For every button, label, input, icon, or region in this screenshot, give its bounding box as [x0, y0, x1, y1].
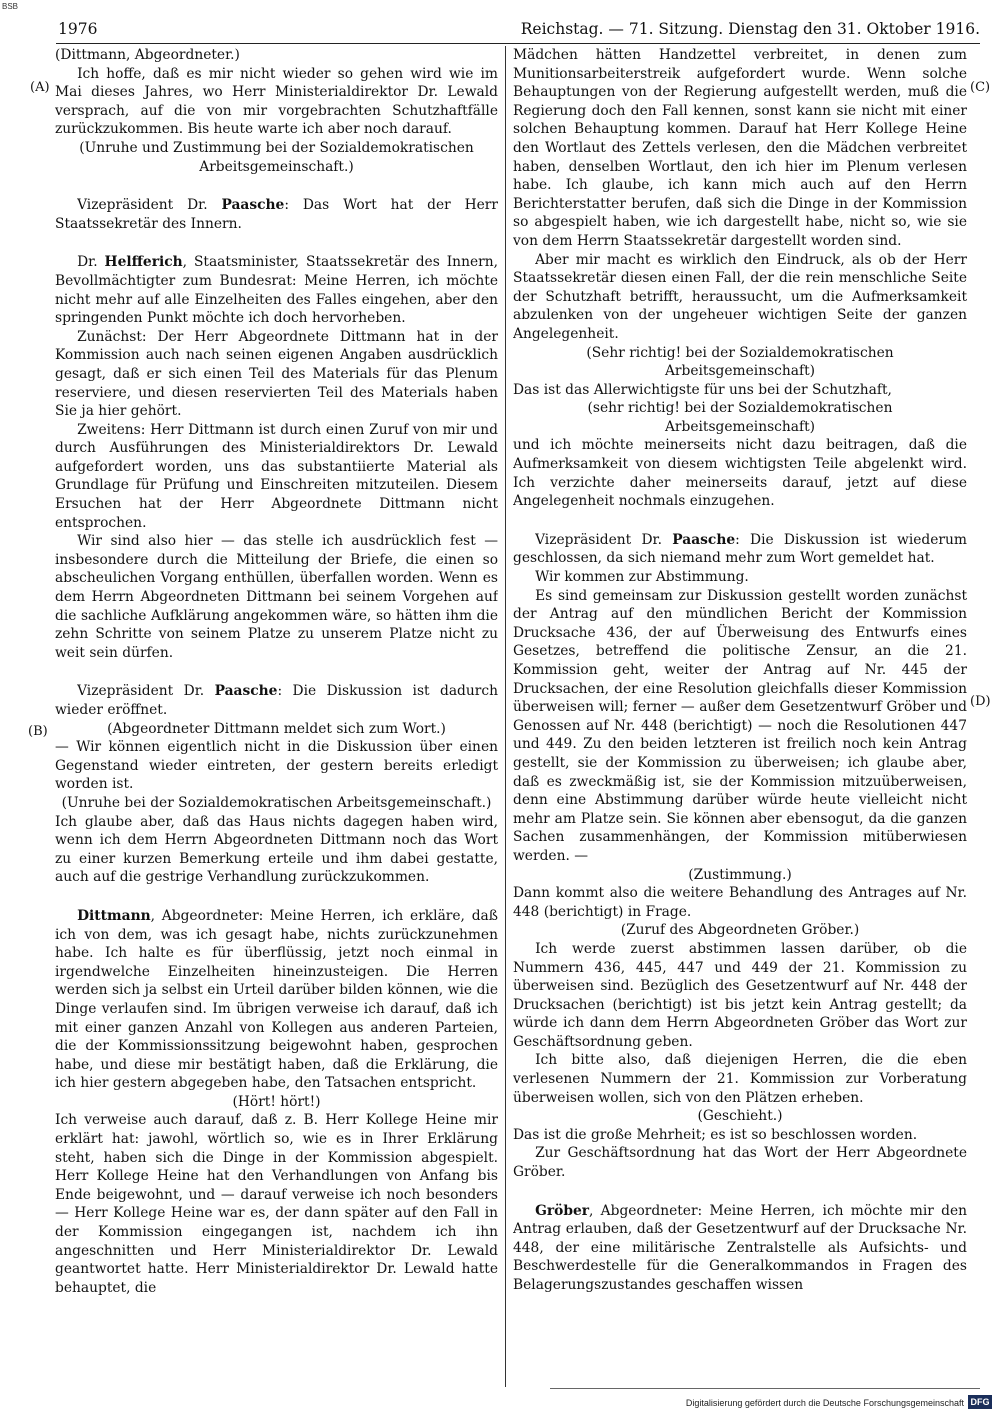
- interjection: (Zustimmung.): [688, 866, 792, 883]
- paragraph: Wir kommen zur Abstimmung.: [535, 569, 749, 586]
- paragraph: Ich hoffe, daß es mir nicht wieder so gehen wird wie im Mai dieses Jahres, wo Herr Ministerialdirektor Dr. Lewald versprach, auf die von mir vorgebrachten Schutzhaftfälle zurückzukommen. Bis heute warte ich aber noch darauf.: [55, 65, 498, 138]
- interjection: (Zuruf des Abgeordneten Gröber.): [620, 922, 860, 939]
- paragraph: Ich werde zuerst abstimmen lassen darüber, ob die Nummern 436, 445, 447 und 449 der 21. Kommission zu überweisen sind. Bezüglich des Gesetzentwurf auf Nr. 448 der Drucksachen (berichtigt) ist bis jetzt kein Antrag gestellt; da würde ich dann dem Herrn Abgeordneten Gröber das Wort zur Geschäftsordnung geben.: [513, 940, 967, 1050]
- page-header: [58, 20, 980, 42]
- paragraph: Aber mir macht es wirklich den Eindruck, als ob der Herr Staatssekretär diesen einen Fall, der die rein menschliche Seite der Schutzhaft betrifft, heraussucht, um die Aufmerksamkeit abzulenken von der ungeheuer wichtigen Seite der ganzen Angelegenheit.: [513, 251, 967, 342]
- paragraph: und ich möchte meinerseits nicht dazu beitragen, daß die Aufmerksamkeit von diesem wichtigsten Teile abgelenkt wird. Ich verzichte daher meinerseits darauf, jetzt auf diese Angelegenheit nochmals einzugehen.: [513, 437, 967, 510]
- column-divider: [505, 46, 506, 1387]
- speech-paragraph: Dittmann, Abgeordneter: Meine Herren, ich erkläre, daß ich von dem, was ich gesagt habe, nichts zurückzunehmen habe. Ich halte es für überflüssig, jetzt noch einmal in irgendwelche Einzelheiten hineinzusteigen. Die Herren werden sich ja selbst ein Urteil darüber bilden können, wie die Dinge verlaufen sind. Im übrigen verweise ich darauf, daß ich mit einer ganzen Anzahl von Kollegen aus anderen Parteien, die der Kommissionssitzung beigewohnt haben, gesprochen habe, und diese mir bestätigt haben, daß die Erklärung, die ich hier gestern abgegeben habe, den Tatsachen entspricht.: [55, 907, 498, 1092]
- interjection: (Hört! hört!): [232, 1093, 321, 1110]
- paragraph: Es sind gemeinsam zur Diskussion gestellt worden zunächst der Antrag auf den mündlichen Bericht der Kommission Drucksache 436, der auf Überweisung des Entwurfs eines Gesetzes, betreffend die politische Zensur, an die 21. Kommission geht, weiter der Antrag auf Nr. 445 der Drucksachen, der eine Resolution gleichfalls dieser Kommission überweisen will; ferner — außer dem Gesetzentwurf Gröber und Genossen auf Nr. 448 (berichtigt) — noch die Resolutionen 447 und 449. Zu den beiden letzteren ist freilich noch kein Antrag gestellt, sie der Kommission zu überweisen; ich glaube aber, daß es zweckmäßig ist, sie der Kommission mitzuüberweisen, denn eine Abstimmung darüber würde heute vielleicht nicht mehr am Platze sein. Sie können aber ebensogut, da die ganzen Sachen zusammenhängen, der Kommission mitüberwiesen werden. —: [513, 587, 967, 864]
- page-number: 1976: [58, 20, 98, 38]
- margin-mark-a: (A): [30, 80, 50, 95]
- speaker-name: Paasche: [221, 197, 285, 214]
- speech-paragraph: Dr. Helfferich, Staatsminister, Staatssekretär des Innern, Bevollmächtigter zum Bundesrat: Meine Herren, ich möchte nicht mehr auf alle Einzelheiten des Falles eingehen, aber den springenden Punkt möchte ich doch hervorheben.: [55, 254, 498, 327]
- speech-paragraph: Vizepräsident Dr. Paasche: Die Diskussion ist dadurch wieder eröffnet.: [55, 683, 498, 718]
- paragraph: Mädchen hätten Handzettel verbreitet, in denen zum Munitionsarbeiterstreik aufgefordert wurde. Wenn solche Behauptungen von der Regierung aufgestellt werden, muß die Regierung doch den Fall kennen, sonst kann sie nicht mit einer solchen Behauptung kommen. Darauf hat Herr Kollege Heine den Wortlaut des Zettels verlesen, den die Mädchen verbreitet haben, denselben Wortlaut, den ich hier im Plenum verlesen habe. Ich glaube, ich kann mich auch auf den Herrn Berichterstatter berufen, daß sich die Dinge in der Kommission so abgespielt haben, wie ich dargestellt habe, nicht so, wie sie von dem Herrn Staatssekretär dargestellt worden sind.: [513, 47, 967, 249]
- margin-mark-b: (B): [28, 724, 48, 739]
- speaker-name: Dittmann: [77, 907, 151, 924]
- paragraph: — Wir können eigentlich nicht in die Diskussion über einen Gegenstand wieder eintreten, der gestern bereits erledigt worden ist.: [55, 739, 498, 793]
- paragraph: Zweitens: Herr Dittmann ist durch einen Zuruf von mir und durch Ausführungen des Ministerialdirektors Dr. Lewald aufgefordert worden, uns das substantiierte Material als Grundlage für Prüfung und Einschreiten mitzuteilen. Diesem Ersuchen hat der Herr Abgeordnete Dittmann nicht entsprochen.: [55, 421, 498, 531]
- paragraph: Dann kommt also die weitere Behandlung des Antrages auf Nr. 448 (berichtigt) in Frage.: [513, 885, 967, 920]
- left-column: [55, 46, 498, 1387]
- interjection: (Unruhe und Zustimmung bei der Sozialdemokratischen Arbeitsgemeinschaft.): [79, 139, 474, 175]
- paragraph: Zur Geschäftsordnung hat das Wort der Herr Abgeordnete Gröber.: [513, 1145, 967, 1181]
- margin-mark-c: (C): [970, 80, 991, 95]
- footer-rule: [550, 1388, 980, 1389]
- paragraph: Das ist die große Mehrheit; es ist so beschlossen worden.: [513, 1126, 918, 1143]
- margin-mark-d: (D): [970, 694, 991, 709]
- speaker-name: Paasche: [672, 531, 736, 548]
- paragraph: Zunächst: Der Herr Abgeordnete Dittmann hat in der Kommission auch nach seinen eigenen Angaben ausdrücklich gesagt, daß er sich einen Teil des Materials für das Plenum reserviere, und diesen reservierten Teil des Materials haben Sie ja hier gehört.: [55, 328, 498, 420]
- interjection: (Sehr richtig! bei der Sozialdemokratischen Arbeitsgemeinschaft): [586, 344, 894, 380]
- library-stamp: BSB: [2, 2, 19, 11]
- speech-paragraph: Gröber, Abgeordneter: Meine Herren, ich möchte mir den Antrag erlauben, daß der Gesetzentwurf auf der Drucksache Nr. 448, der eine militärische Zentralstelle als Aufsichts- und Beschwerdestelle für die Generalkommandos in Fragen des Belagerungszustandes geschaffen wissen: [513, 1202, 967, 1293]
- dfg-logo: DFG: [968, 1395, 992, 1409]
- interjection: (sehr richtig! bei der Sozialdemokratischen Arbeitsgemeinschaft): [587, 400, 893, 435]
- paragraph: Ich bitte also, daß diejenigen Herren, die die eben verlesenen Nummern der 21. Kommission zur Vorberatung überweisen wollen, sich von den Plätzen erheben.: [513, 1052, 967, 1106]
- paragraph: Das ist das Allerwichtigste für uns bei der Schutzhaft,: [513, 381, 892, 398]
- speaker-name: Helfferich: [104, 254, 183, 271]
- paragraph: Wir sind also hier — das stelle ich ausdrücklich fest — insbesondere durch die Mitteilung der Briefe, die einen so abscheulichen Vorgang enthüllen, überfallen worden. Wenn es dem Herrn Abgeordneten Dittmann bei seinem Vorgehen auf die sachliche Aufklärung angekommen wäre, so hätten ihm die zehn Schritte von seinem Platze zu unserem Platze nicht zu weit sein dürfen.: [55, 533, 498, 661]
- speaker-name: Gröber: [535, 1202, 590, 1219]
- speech-paragraph: Vizepräsident Dr. Paasche: Das Wort hat der Herr Staatssekretär des Innern.: [55, 197, 498, 232]
- paragraph: Ich glaube aber, daß das Haus nichts dagegen haben wird, wenn ich dem Herrn Abgeordneten Dittmann noch das Wort zu einer kurzen Bemerkung erteile und ihm dabei gestatte, auch auf die gestrige Verhandlung zurückzukommen.: [55, 813, 498, 886]
- right-column: [513, 46, 967, 1387]
- speaker-name: Paasche: [214, 683, 278, 700]
- interjection: (Abgeordneter Dittmann meldet sich zum Wort.): [107, 720, 446, 737]
- speaker-continuation: (Dittmann, Abgeordneter.): [55, 47, 240, 63]
- running-title: Reichstag. — 71. Sitzung. Dienstag den 31. Oktober 1916.: [520, 20, 980, 38]
- funding-note: Digitalisierung gefördert durch die Deutsche Forschungsgemeinschaft: [685, 1398, 964, 1408]
- speech-paragraph: Vizepräsident Dr. Paasche: Die Diskussion ist wiederum geschlossen, da sich niemand mehr zum Wort gemeldet hat.: [513, 531, 967, 567]
- paragraph: Ich verweise auch darauf, daß z. B. Herr Kollege Heine mir erklärt hat: jawohl, wörtlich so, wie es in Ihrer Erklärung steht, haben sich die Dinge in der Kommission abgespielt. Herr Kollege Heine hat den Verhandlungen von Anfang bis Ende beigewohnt, und — darauf verweise ich noch besonders — Herr Kollege Heine war es, der dann später auf den Fall in der Kommission eingegangen ist, nachdem ich ihn angeschnitten und Herr Ministerialdirektor Dr. Lewald geantwortet hatte. Herr Ministerialdirektor Dr. Lewald hatte behauptet, die: [55, 1112, 498, 1296]
- interjection: (Unruhe bei der Sozialdemokratischen Arbeitsgemeinschaft.): [61, 794, 492, 811]
- header-rule: [56, 43, 980, 44]
- interjection: (Geschieht.): [697, 1108, 783, 1125]
